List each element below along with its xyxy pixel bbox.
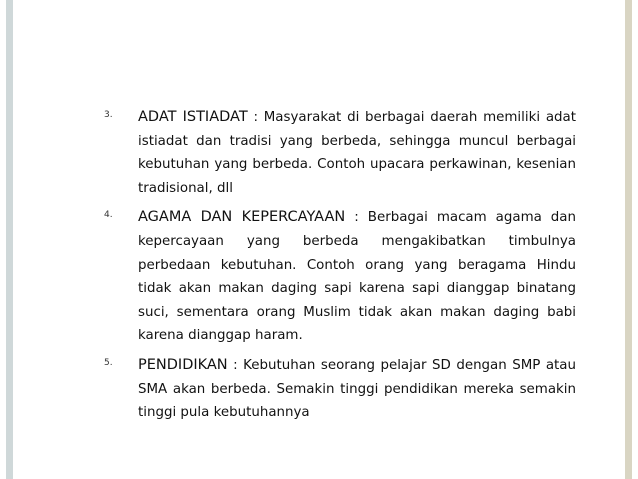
list-item-text: [138, 106, 576, 200]
list-item-heading: ADAT ISTIADAT: [138, 109, 248, 125]
list-item-body: : Berbagai macam agama dan kepercayaan yang berbeda mengakibatkan timbulnya perbedaan kebutuhan. Contoh orang yang beragama Hindu tidak akan makan daging sapi karena sapi dianggap binatang suci, sementara orang Muslim tidak akan makan daging babi karena dianggap haram.: [138, 210, 577, 344]
list-number: 3.: [104, 110, 113, 120]
list-item: [104, 354, 576, 425]
right-decorative-bar: [625, 0, 632, 479]
list-item-text: [138, 354, 576, 425]
list-item-heading: PENDIDIKAN: [138, 356, 228, 373]
list-number: 5.: [104, 357, 113, 368]
list-item: [104, 206, 576, 348]
numbered-list: [104, 106, 576, 431]
left-decorative-bar: [6, 0, 13, 479]
list-item-text: [138, 206, 576, 348]
list-number: 4.: [104, 210, 113, 221]
list-item: [104, 106, 576, 200]
list-item-body: : Masyarakat di berbagai daerah memiliki adat istiadat dan tradisi yang berbeda, sehingga muncul berbagai kebutuhan yang berbeda. Contoh upacara perkawinan, kesenian tradisional, dll: [138, 110, 576, 196]
list-item-heading: AGAMA DAN KEPERCAYAAN: [138, 209, 346, 226]
list-item-body: : Kebutuhan seorang pelajar SD dengan SMP atau SMA akan berbeda. Semakin tinggi pendidikan mereka semakin tinggi pula kebutuhannya: [138, 357, 576, 421]
